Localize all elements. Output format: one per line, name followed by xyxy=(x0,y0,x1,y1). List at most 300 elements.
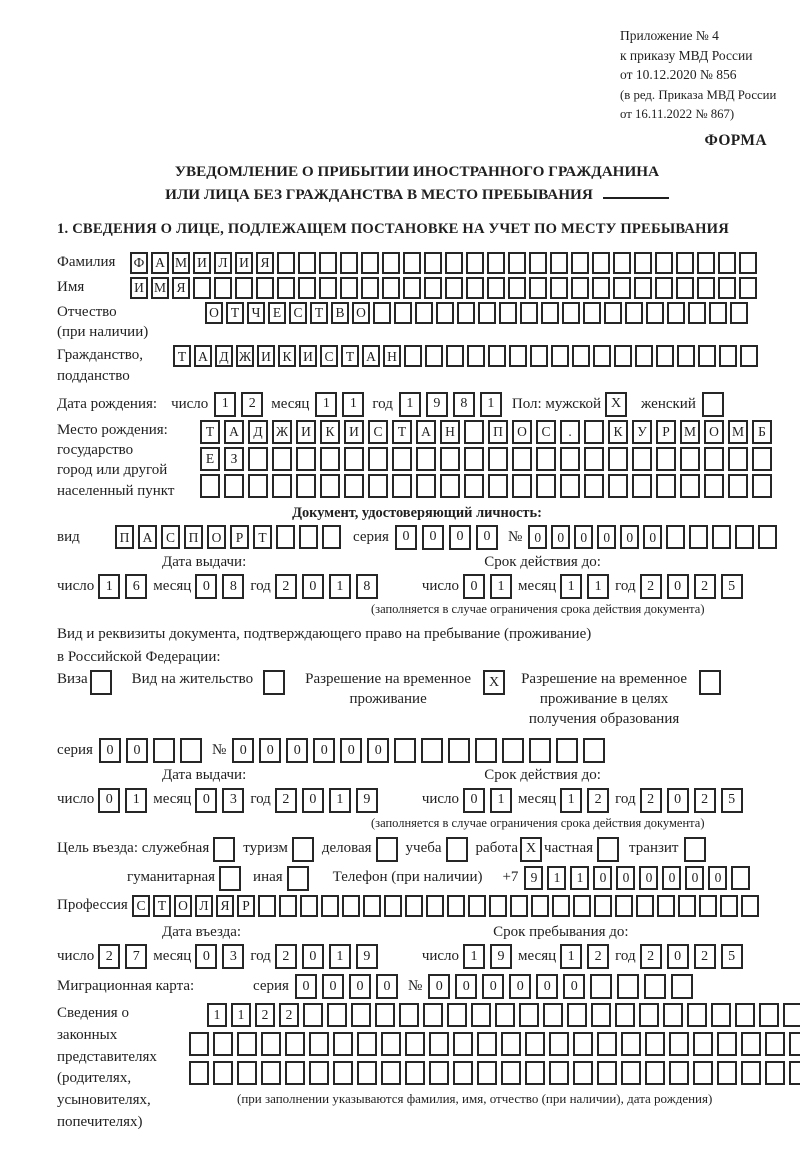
form-cell xyxy=(646,302,664,324)
form-cell xyxy=(399,1003,419,1027)
form-cell: 0 xyxy=(195,788,217,813)
form-cell xyxy=(285,1061,305,1085)
form-cell: 0 xyxy=(302,788,324,813)
form-cell xyxy=(495,1003,515,1027)
form-cell: X xyxy=(483,670,505,695)
form-cell xyxy=(489,895,507,917)
form-cell: 0 xyxy=(349,974,371,999)
form-cell: А xyxy=(416,420,436,444)
month-label: месяц xyxy=(518,947,557,964)
form-cell: А xyxy=(362,345,380,367)
form-cell: Д xyxy=(215,345,233,367)
doc-kind-label: вид xyxy=(57,528,80,545)
form-cell xyxy=(615,1003,635,1027)
form-cell: 1 xyxy=(547,866,566,890)
visa-label: Виза xyxy=(57,671,88,688)
form-cell: 2 xyxy=(275,944,297,969)
residence-issue-date-heading: Дата выдачи: xyxy=(162,767,247,784)
form-cell xyxy=(656,447,676,471)
doc-valid-day-cells xyxy=(463,574,512,599)
form-cell xyxy=(525,1032,545,1056)
form-cell xyxy=(583,738,605,763)
name-label: Имя xyxy=(57,279,85,296)
entry-month-cells xyxy=(195,944,244,969)
form-cell xyxy=(447,1003,467,1027)
edu-residence-checkbox xyxy=(699,670,721,695)
form-cell xyxy=(382,277,400,299)
form-cell: 2 xyxy=(694,944,716,969)
form-cell: Т xyxy=(392,420,412,444)
form-cell xyxy=(634,252,652,274)
patronymic-cells xyxy=(205,302,748,324)
form-cell xyxy=(467,345,485,367)
temp-residence-checkbox xyxy=(483,670,505,695)
form-cell xyxy=(634,277,652,299)
form-cell: Ф xyxy=(130,252,148,274)
form-cell xyxy=(180,738,202,763)
form-cell xyxy=(614,345,632,367)
form-cell xyxy=(632,447,652,471)
form-cell xyxy=(765,1032,785,1056)
form-cell: 2 xyxy=(640,944,662,969)
form-cell xyxy=(248,447,268,471)
profession-label: Профессия xyxy=(57,896,128,913)
form-label: ФОРМА xyxy=(704,131,767,149)
form-cell: Я xyxy=(216,895,234,917)
form-cell: 2 xyxy=(241,392,263,417)
form-cell xyxy=(709,302,727,324)
form-cell xyxy=(552,895,570,917)
year-label: год xyxy=(250,791,271,808)
form-cell xyxy=(189,1032,209,1056)
form-cell: 0 xyxy=(340,738,362,763)
form-cell: И xyxy=(235,252,253,274)
form-cell xyxy=(425,345,443,367)
legal-reps-label: Сведения о законных представителях (родителях, усыновителях, попечителях) xyxy=(57,1005,157,1130)
form-cell: А xyxy=(224,420,244,444)
form-cell xyxy=(285,1032,305,1056)
entry-date-heading: Дата въезда: xyxy=(162,923,242,940)
form-cell xyxy=(562,302,580,324)
form-cell xyxy=(590,974,612,999)
form-cell xyxy=(571,252,589,274)
form-cell xyxy=(340,277,358,299)
form-cell xyxy=(584,447,604,471)
form-cell: О xyxy=(207,525,226,549)
form-cell xyxy=(344,474,364,498)
patronymic-label: Отчество (при наличии) xyxy=(57,303,149,341)
form-cell xyxy=(368,474,388,498)
form-cell xyxy=(309,1032,329,1056)
form-cell xyxy=(376,837,398,862)
identity-doc-heading: Документ, удостоверяющий личность: xyxy=(292,504,542,521)
birth-place-label: Место рождения: государство город или другой населенный пункт xyxy=(57,421,175,499)
form-cell xyxy=(464,474,484,498)
form-cell: 3 xyxy=(222,788,244,813)
year-label: год xyxy=(615,578,636,595)
month-label: месяц xyxy=(271,395,310,412)
form-cell: 0 xyxy=(376,974,398,999)
form-cell: 0 xyxy=(643,525,662,549)
form-cell xyxy=(361,252,379,274)
form-cell xyxy=(693,1061,713,1085)
form-cell xyxy=(728,474,748,498)
form-cell xyxy=(416,447,436,471)
form-cell xyxy=(340,252,358,274)
form-cell: 0 xyxy=(563,974,585,999)
form-cell xyxy=(560,447,580,471)
form-cell xyxy=(621,1061,641,1085)
form-cell xyxy=(572,345,590,367)
form-cell xyxy=(477,1032,497,1056)
form-cell: 9 xyxy=(356,788,378,813)
residence-doc-line2: в Российской Федерации: xyxy=(57,648,221,665)
form-cell: А xyxy=(138,525,157,549)
form-cell: 0 xyxy=(98,788,120,813)
form-cell: М xyxy=(151,277,169,299)
form-cell: 2 xyxy=(694,788,716,813)
form-cell xyxy=(591,1003,611,1027)
form-cell xyxy=(426,895,444,917)
purpose-other-checkbox xyxy=(287,866,309,891)
form-cell xyxy=(720,895,738,917)
form-cell: У xyxy=(632,420,652,444)
form-cell xyxy=(394,738,416,763)
day-label: число xyxy=(57,578,95,595)
form-cell xyxy=(635,345,653,367)
form-cell: 0 xyxy=(395,525,417,550)
form-cell xyxy=(597,837,619,862)
birth-day-cells xyxy=(214,392,263,417)
residence-series-row xyxy=(57,738,792,763)
form-cell xyxy=(272,447,292,471)
residence-valid-month-cells xyxy=(560,788,609,813)
form-cell xyxy=(656,345,674,367)
form-cell xyxy=(541,302,559,324)
form-cell: С xyxy=(132,895,150,917)
form-cell xyxy=(392,447,412,471)
citizenship-label: Гражданство, подданство xyxy=(57,347,144,384)
form-cell: М xyxy=(172,252,190,274)
sex-female-label: женский xyxy=(641,395,696,412)
birth-year-cells xyxy=(399,392,502,417)
form-cell xyxy=(645,1061,665,1085)
form-cell xyxy=(421,738,443,763)
form-cell xyxy=(597,1032,617,1056)
form-cell: 8 xyxy=(222,574,244,599)
birth-place-cells xyxy=(200,420,772,498)
form-cell xyxy=(530,345,548,367)
form-cell xyxy=(488,345,506,367)
form-cell xyxy=(471,1003,491,1027)
form-cell: 0 xyxy=(99,738,121,763)
form-cell xyxy=(213,1032,233,1056)
section1-heading: 1. СВЕДЕНИЯ О ЛИЦЕ, ПОДЛЕЖАЩЕМ ПОСТАНОВКЕ НА УЧЕТ ПО МЕСТУ ПРЕБЫВАНИЯ xyxy=(57,220,729,237)
doc-issue-day-cells xyxy=(98,574,147,599)
form-cell xyxy=(592,252,610,274)
form-cell: 2 xyxy=(587,788,609,813)
form-cell xyxy=(531,895,549,917)
birth-month-cells xyxy=(315,392,364,417)
phone-label: Телефон (при наличии) xyxy=(332,869,483,886)
form-cell: 1 xyxy=(125,788,147,813)
form-cell xyxy=(613,252,631,274)
birth-place-row1-cells xyxy=(200,420,772,444)
form-title xyxy=(57,160,777,207)
form-cell: 1 xyxy=(490,788,512,813)
form-cell xyxy=(464,420,484,444)
form-cell xyxy=(445,277,463,299)
form-cell: 0 xyxy=(616,866,635,890)
form-cell xyxy=(361,277,379,299)
purpose-private-checkbox xyxy=(597,837,619,862)
form-cell xyxy=(429,1061,449,1085)
form-cell xyxy=(453,1061,473,1085)
form-cell: С xyxy=(368,420,388,444)
form-cell xyxy=(663,1003,683,1027)
doc-series-cells xyxy=(395,525,498,550)
form-cell xyxy=(478,302,496,324)
form-cell xyxy=(447,895,465,917)
form-cell xyxy=(667,302,685,324)
residence-doc-line1: Вид и реквизиты документа, подтверждающего право на пребывание (проживание) xyxy=(57,626,592,643)
form-cell xyxy=(615,895,633,917)
form-cell xyxy=(704,447,724,471)
migration-number-cells xyxy=(428,974,693,999)
form-cell xyxy=(321,895,339,917)
form-cell: 0 xyxy=(662,866,681,890)
form-title-line2: ИЛИ ЛИЦА БЕЗ ГРАЖДАНСТВА В МЕСТО ПРЕБЫВАНИЯ xyxy=(57,183,777,207)
residence-valid-year-cells xyxy=(640,788,743,813)
form-cell: 0 xyxy=(259,738,281,763)
form-cell: 1 xyxy=(98,574,120,599)
day-label: число xyxy=(421,947,460,964)
form-cell xyxy=(466,277,484,299)
form-cell xyxy=(712,525,731,549)
doc-number-cells xyxy=(528,525,777,549)
form-cell: Ж xyxy=(236,345,254,367)
form-cell xyxy=(519,1003,539,1027)
form-cell: 1 xyxy=(399,392,421,417)
form-cell: 0 xyxy=(593,866,612,890)
form-cell xyxy=(200,474,220,498)
form-cell xyxy=(508,252,526,274)
form-cell: 2 xyxy=(640,574,662,599)
form-cell xyxy=(702,392,724,417)
form-cell xyxy=(235,277,253,299)
form-cell xyxy=(584,474,604,498)
form-cell: В xyxy=(331,302,349,324)
form-cell xyxy=(573,895,591,917)
form-cell xyxy=(424,277,442,299)
form-cell xyxy=(752,447,772,471)
purpose-tourism-label: туризм xyxy=(243,840,288,857)
form-cell: 5 xyxy=(721,788,743,813)
form-cell: Т xyxy=(153,895,171,917)
annex-reference xyxy=(620,26,792,124)
form-cell: А xyxy=(194,345,212,367)
form-cell xyxy=(512,447,532,471)
form-cell xyxy=(550,252,568,274)
form-cell: 1 xyxy=(480,392,502,417)
stay-month-cells xyxy=(560,944,609,969)
form-cell: 0 xyxy=(685,866,704,890)
form-cell xyxy=(644,974,666,999)
form-cell xyxy=(717,1061,737,1085)
migration-series-label: серия xyxy=(253,977,289,994)
form-cell xyxy=(487,252,505,274)
visa-checkbox xyxy=(90,670,112,695)
form-cell: 1 xyxy=(231,1003,251,1027)
form-cell xyxy=(594,895,612,917)
form-cell xyxy=(219,866,241,891)
form-cell: 1 xyxy=(329,574,351,599)
birth-place-row2-cells xyxy=(200,447,772,471)
form-cell: П xyxy=(488,420,508,444)
entry-dates-row xyxy=(57,944,792,969)
form-cell: 0 xyxy=(574,525,593,549)
form-cell: 0 xyxy=(509,974,531,999)
form-cell xyxy=(416,474,436,498)
form-cell xyxy=(789,1032,800,1056)
form-cell xyxy=(394,302,412,324)
form-cell: 0 xyxy=(551,525,570,549)
form-cell: 2 xyxy=(640,788,662,813)
citizenship-cells xyxy=(173,345,758,367)
form-cell: Ч xyxy=(247,302,265,324)
form-cell xyxy=(327,1003,347,1027)
form-cell xyxy=(697,252,715,274)
form-cell xyxy=(549,1032,569,1056)
form-cell xyxy=(687,1003,707,1027)
form-cell xyxy=(344,447,364,471)
form-cell xyxy=(333,1061,353,1085)
month-label: месяц xyxy=(153,791,192,808)
form-cell xyxy=(704,474,724,498)
form-cell xyxy=(487,277,505,299)
form-cell xyxy=(536,474,556,498)
form-cell xyxy=(193,277,211,299)
form-cell xyxy=(357,1061,377,1085)
form-cell xyxy=(373,302,391,324)
year-label: год xyxy=(615,791,636,808)
form-cell xyxy=(440,447,460,471)
form-cell xyxy=(213,1061,233,1085)
form-cell xyxy=(445,252,463,274)
form-cell: Ж xyxy=(272,420,292,444)
form-cell xyxy=(237,1061,257,1085)
form-cell xyxy=(153,738,175,763)
form-cell xyxy=(680,447,700,471)
form-cell: 0 xyxy=(667,574,689,599)
form-cell xyxy=(656,474,676,498)
form-cell xyxy=(464,447,484,471)
form-cell: 0 xyxy=(708,866,727,890)
residence-validity-note-row xyxy=(57,816,792,831)
birth-place-block xyxy=(57,420,792,501)
form-title-line1: УВЕДОМЛЕНИЕ О ПРИБЫТИИ ИНОСТРАННОГО ГРАЖДАНИНА xyxy=(174,162,660,180)
form-cell xyxy=(423,1003,443,1027)
form-cell xyxy=(405,1032,425,1056)
doc-kind-row xyxy=(57,525,792,550)
form-cell xyxy=(502,738,524,763)
form-cell xyxy=(593,345,611,367)
form-cell: С xyxy=(289,302,307,324)
form-cell: Р xyxy=(230,525,249,549)
form-cell xyxy=(604,302,622,324)
residence-series-cells xyxy=(99,738,202,763)
form-cell xyxy=(741,1032,761,1056)
form-cell: X xyxy=(520,837,542,862)
form-cell xyxy=(693,1032,713,1056)
form-cell xyxy=(224,474,244,498)
form-cell xyxy=(718,252,736,274)
form-cell xyxy=(384,895,402,917)
sex-female-checkbox xyxy=(702,392,724,417)
form-cell xyxy=(688,302,706,324)
form-cell xyxy=(446,837,468,862)
surname-cells xyxy=(130,252,757,274)
form-cell xyxy=(676,252,694,274)
form-cell xyxy=(719,345,737,367)
form-cell: 1 xyxy=(490,574,512,599)
birth-place-row3-cells xyxy=(200,474,772,498)
form-cell: 6 xyxy=(125,574,147,599)
form-cell: 1 xyxy=(207,1003,227,1027)
form-cell xyxy=(669,1061,689,1085)
doc-valid-month-cells xyxy=(560,574,609,599)
form-cell xyxy=(357,1032,377,1056)
form-cell: Т xyxy=(226,302,244,324)
form-cell: М xyxy=(728,420,748,444)
form-cell xyxy=(529,738,551,763)
form-cell xyxy=(248,474,268,498)
form-cell xyxy=(680,474,700,498)
form-cell xyxy=(287,866,309,891)
form-cell: 2 xyxy=(694,574,716,599)
residence-permit-checkbox xyxy=(263,670,285,695)
form-cell xyxy=(689,525,708,549)
form-cell xyxy=(477,1061,497,1085)
form-cell xyxy=(261,1061,281,1085)
form-cell xyxy=(758,525,777,549)
form-cell: 8 xyxy=(453,392,475,417)
form-cell xyxy=(298,252,316,274)
form-cell: К xyxy=(320,420,340,444)
form-cell xyxy=(783,1003,800,1027)
form-cell xyxy=(636,895,654,917)
purpose-transit-checkbox xyxy=(684,837,706,862)
migration-series-cells xyxy=(295,974,398,999)
form-cell xyxy=(466,252,484,274)
doc-series-label: серия xyxy=(353,528,389,545)
form-cell: 1 xyxy=(587,574,609,599)
form-cell: 0 xyxy=(422,525,444,550)
form-cell xyxy=(525,1061,545,1085)
form-cell: Т xyxy=(310,302,328,324)
legal-reps-block xyxy=(57,1003,792,1134)
month-label: месяц xyxy=(518,578,557,595)
temp-residence-label: Разрешение на временное проживание xyxy=(305,671,472,708)
form-cell xyxy=(300,895,318,917)
form-cell xyxy=(699,670,721,695)
form-cell xyxy=(276,525,295,549)
form-cell: Р xyxy=(656,420,676,444)
form-cell xyxy=(368,447,388,471)
form-cell: Т xyxy=(341,345,359,367)
form-cell: Я xyxy=(256,252,274,274)
form-cell: С xyxy=(320,345,338,367)
